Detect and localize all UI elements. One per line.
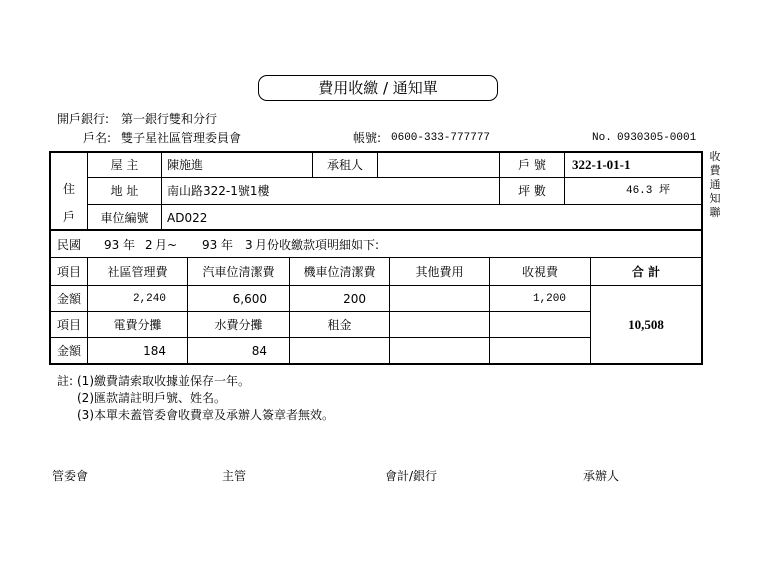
fee-item: 汽車位清潔費 [202, 265, 275, 279]
side-note-char: 知 [709, 192, 721, 205]
signature-committee: 管委會 [52, 469, 89, 483]
side-note-char: 通 [709, 178, 721, 191]
row-label-amount: 金額 [56, 344, 81, 358]
owner-label: 屋 主 [110, 158, 139, 172]
row-label-item: 項目 [56, 265, 81, 279]
bank-label: 開戶銀行: [57, 112, 110, 126]
fee-amount: 184 [143, 344, 166, 358]
total-label: 合 計 [631, 265, 661, 279]
parking-label: 車位編號 [100, 211, 149, 225]
parking-value: AD022 [167, 211, 208, 225]
area-label: 坪 數 [518, 184, 546, 198]
period-year-unit: 年 [123, 238, 136, 252]
note-line: (1)繳費請索取收據並保存一年。 [77, 374, 250, 388]
fee-amount: 1,200 [532, 293, 566, 305]
notes-prefix: 註: [57, 374, 74, 388]
period-month-unit: 月~ [155, 238, 178, 252]
period-from-year: 93 [104, 238, 120, 252]
fee-item: 水費分攤 [214, 318, 263, 332]
side-note [708, 150, 722, 220]
row-label-amount: 金額 [56, 292, 81, 306]
signature-accounting: 會計/銀行 [385, 469, 438, 483]
period-era: 民國 [57, 238, 82, 252]
fee-amount: 2,240 [132, 293, 166, 305]
row-label-item: 項目 [56, 318, 81, 332]
resident-label [51, 175, 87, 232]
fee-item: 租金 [327, 318, 352, 332]
fee-item: 社區管理費 [107, 265, 168, 279]
side-note-char: 費 [709, 164, 721, 177]
note-line: (3)本單未蓋管委會收費章及承辦人簽章者無效。 [77, 408, 334, 422]
period-to-month: 3 [245, 238, 253, 252]
period-suffix: 月份收繳款項明細如下: [255, 238, 380, 252]
fee-amount: 84 [251, 344, 267, 358]
doc-no-value: 0930305-0001 [617, 132, 697, 144]
owner-value: 陳施進 [167, 158, 204, 172]
signature-handler: 承辦人 [583, 469, 620, 483]
fee-item: 其他費用 [415, 265, 464, 279]
fee-item: 收視費 [521, 265, 558, 279]
resident-label-text: 住戶 [62, 182, 75, 224]
fee-item: 機車位清潔費 [303, 265, 376, 279]
address-value: 南山路322-1號1樓 [167, 184, 270, 198]
account-no-label: 帳號: [353, 131, 382, 145]
account-no-value: 0600-333-777777 [391, 132, 491, 144]
address-label: 地 址 [110, 184, 139, 198]
unit-no-label: 戶 號 [518, 158, 546, 172]
form-title: 費用收繳 / 通知單 [258, 75, 498, 101]
tenant-label: 承租人 [326, 158, 363, 172]
unit-no-value: 322-1-01-1 [572, 157, 631, 172]
side-note-char: 收 [709, 150, 721, 163]
period-year-unit: 年 [221, 238, 234, 252]
bank-value: 第一銀行雙和分行 [121, 112, 218, 126]
signature-supervisor: 主管 [222, 469, 247, 483]
area-value: 46.3 坪 [625, 185, 670, 197]
doc-no-label: No. [592, 132, 612, 144]
account-name-value: 雙子星社區管理委員會 [121, 131, 242, 145]
note-line: (2)匯款請註明戶號、姓名。 [77, 391, 226, 405]
fee-item: 電費分攤 [113, 318, 162, 332]
period-from-month: 2 [145, 238, 153, 252]
fee-amount: 200 [343, 292, 366, 306]
total-value: 10,508 [628, 317, 664, 332]
side-note-char: 聯 [709, 206, 721, 219]
account-name-label: 戶名: [83, 131, 112, 145]
period-to-year: 93 [202, 238, 218, 252]
fee-amount: 6,600 [232, 292, 267, 306]
